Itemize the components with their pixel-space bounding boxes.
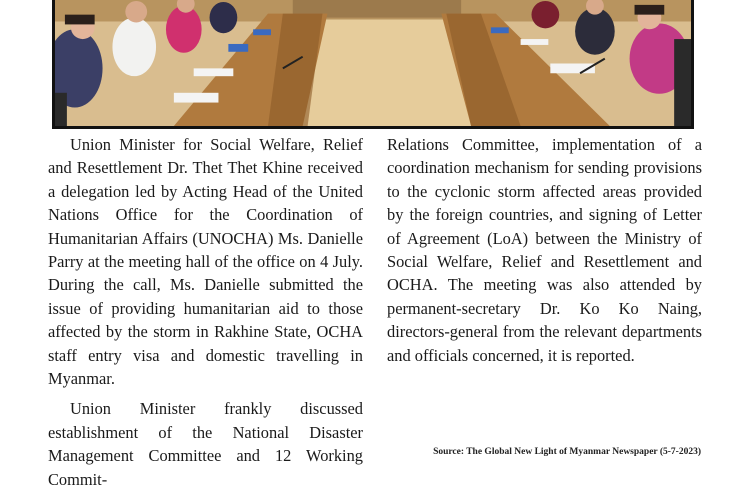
article-paragraph: Union Minister for Social Welfare, Relief and Resettlement Dr. Thet Thet Khine received a delegation led by Acting Head of the United Nations Office for the Coordination of Humanitarian Affairs (UNOCHA) Ms. Danielle Parry at the meeting hall of the office on 4 July. During the call, Ms. Danielle submitted the issue of providing humanitarian aid to those affected by the storm in Rakhine State, OCHA staff entry visa and domestic travelling in Myanmar. [48, 135, 363, 389]
article-paragraph: Union Minister frankly discussed establishment of the National Disaster Management Committee and 12 Working Commit- [48, 399, 363, 489]
right-column [387, 133, 702, 367]
left-column [48, 133, 363, 491]
source-credit: Source: The Global New Light of Myanmar Newspaper (5-7-2023) [433, 447, 701, 457]
meeting-photo-illustration [55, 0, 691, 126]
article-paragraph: Relations Committee, implementation of a coordination mechanism for sending provisions to the cyclonic storm affected areas provided by the foreign countries, and signing of Letter of Agreement (LoA) between the Ministry of Social Welfare, Relief and Resettlement and OCHA. The meeting was also attended by permanent-secretary Dr. Ko Ko Naing, directors-general from the relevant departments and officials concerned, it is reported. [387, 135, 702, 365]
meeting-photo [52, 0, 694, 129]
